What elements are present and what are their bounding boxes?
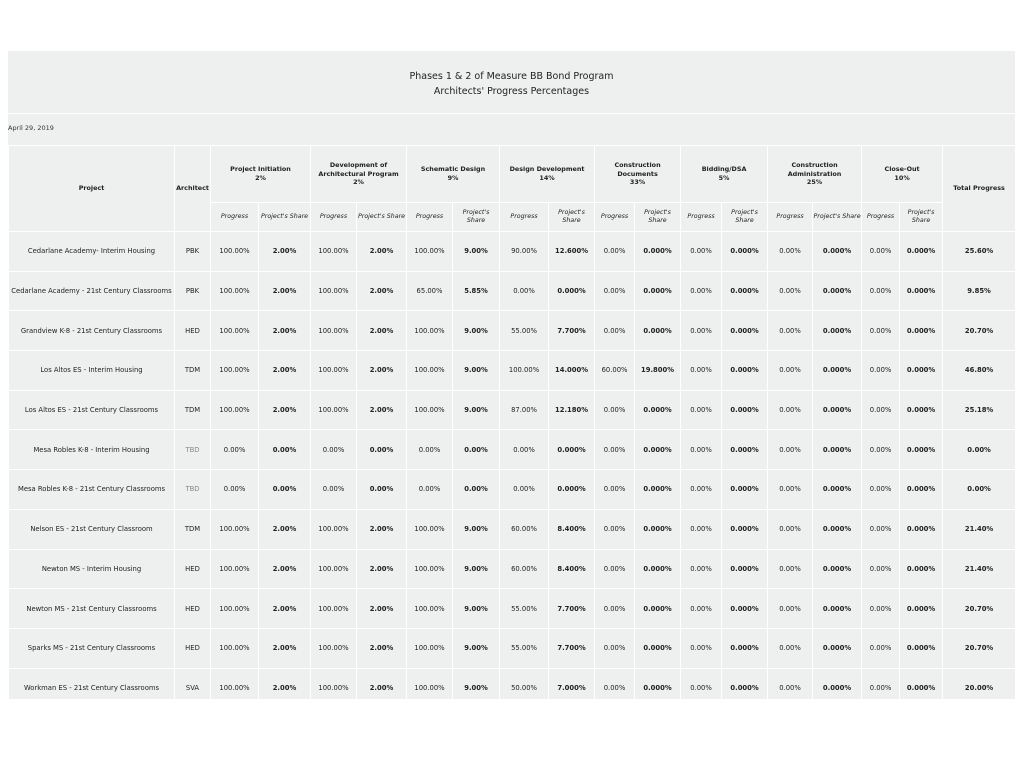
progress-cell: 100.00% bbox=[311, 232, 357, 272]
progress-cell: 0.00% bbox=[500, 470, 549, 510]
progress-cell: 0.00% bbox=[681, 430, 722, 470]
phase-weight: 2% bbox=[255, 174, 266, 182]
share-cell: 0.000% bbox=[722, 351, 768, 391]
share-cell: 0.000% bbox=[722, 430, 768, 470]
progress-cell: 100.00% bbox=[407, 628, 453, 668]
architect-code: SVA bbox=[175, 668, 211, 708]
architect-code: TDM bbox=[175, 351, 211, 391]
share-cell: 0.000% bbox=[813, 589, 862, 629]
share-cell: 0.000% bbox=[722, 668, 768, 708]
share-cell: 14.000% bbox=[549, 351, 595, 391]
progress-cell: 0.00% bbox=[311, 430, 357, 470]
progress-cell: 87.00% bbox=[500, 390, 549, 430]
total-progress-cell: 0.00% bbox=[943, 430, 1016, 470]
table-row bbox=[9, 351, 1016, 391]
progress-cell: 100.00% bbox=[311, 390, 357, 430]
progress-cell: 100.00% bbox=[407, 232, 453, 272]
share-cell: 0.000% bbox=[722, 509, 768, 549]
share-cell: 0.000% bbox=[549, 430, 595, 470]
progress-cell: 55.00% bbox=[500, 311, 549, 351]
project-name: Cedarlane Academy - 21st Century Classrooms bbox=[9, 271, 175, 311]
share-cell: 0.00% bbox=[259, 430, 311, 470]
share-cell: 2.00% bbox=[259, 628, 311, 668]
phase-weight: 10% bbox=[894, 174, 910, 182]
progress-cell: 0.00% bbox=[681, 589, 722, 629]
progress-cell: 55.00% bbox=[500, 589, 549, 629]
share-cell: 0.000% bbox=[635, 589, 681, 629]
progress-cell: 0.00% bbox=[768, 589, 813, 629]
progress-cell: 0.00% bbox=[862, 351, 900, 391]
share-cell: 9.00% bbox=[453, 509, 500, 549]
progress-cell: 0.00% bbox=[681, 311, 722, 351]
progress-cell: 100.00% bbox=[407, 509, 453, 549]
total-progress-cell: 25.60% bbox=[943, 232, 1016, 272]
share-cell: 8.400% bbox=[549, 509, 595, 549]
progress-cell: 0.00% bbox=[768, 668, 813, 708]
progress-cell: 0.00% bbox=[862, 509, 900, 549]
share-cell: 0.000% bbox=[813, 628, 862, 668]
progress-subheader: Progress bbox=[681, 203, 722, 232]
progress-cell: 0.00% bbox=[595, 430, 635, 470]
progress-cell: 0.00% bbox=[681, 390, 722, 430]
share-cell: 7.700% bbox=[549, 589, 595, 629]
share-cell: 0.000% bbox=[722, 589, 768, 629]
share-subheader: Project's Share bbox=[453, 203, 500, 232]
phase-header bbox=[311, 146, 407, 203]
progress-subheader: Progress bbox=[862, 203, 900, 232]
share-cell: 7.700% bbox=[549, 628, 595, 668]
total-progress-cell: 9.85% bbox=[943, 271, 1016, 311]
progress-cell: 0.00% bbox=[595, 549, 635, 589]
report-date: April 29, 2019 bbox=[8, 124, 54, 132]
progress-subheader: Progress bbox=[500, 203, 549, 232]
progress-cell: 0.00% bbox=[681, 509, 722, 549]
progress-cell: 0.00% bbox=[862, 430, 900, 470]
phase-header bbox=[768, 146, 862, 203]
share-cell: 7.000% bbox=[549, 668, 595, 708]
share-cell: 0.000% bbox=[813, 271, 862, 311]
phase-name: Project Initiation bbox=[230, 165, 291, 174]
report-header bbox=[8, 51, 1015, 114]
progress-cell: 0.00% bbox=[681, 232, 722, 272]
phase-weight: 9% bbox=[447, 174, 459, 182]
share-cell: 0.000% bbox=[813, 509, 862, 549]
progress-cell: 0.00% bbox=[768, 351, 813, 391]
progress-cell: 100.00% bbox=[407, 589, 453, 629]
phase-weight: 33% bbox=[629, 178, 646, 187]
phase-name: Development of Architectural Program bbox=[318, 161, 399, 178]
share-cell: 0.000% bbox=[722, 271, 768, 311]
architect-code: TBD bbox=[175, 430, 211, 470]
progress-cell: 0.00% bbox=[862, 470, 900, 510]
share-cell: 12.180% bbox=[549, 390, 595, 430]
progress-cell: 100.00% bbox=[407, 390, 453, 430]
share-cell: 0.000% bbox=[900, 430, 943, 470]
share-cell: 9.00% bbox=[453, 351, 500, 391]
share-cell: 19.800% bbox=[635, 351, 681, 391]
share-cell: 0.000% bbox=[635, 390, 681, 430]
share-cell: 2.00% bbox=[357, 628, 407, 668]
share-cell: 9.00% bbox=[453, 668, 500, 708]
phase-name: Schematic Design bbox=[420, 165, 486, 174]
progress-cell: 0.00% bbox=[681, 351, 722, 391]
progress-cell: 0.00% bbox=[862, 628, 900, 668]
progress-table bbox=[8, 145, 1016, 708]
progress-cell: 0.00% bbox=[768, 470, 813, 510]
share-cell: 2.00% bbox=[357, 390, 407, 430]
total-progress-cell: 21.40% bbox=[943, 509, 1016, 549]
progress-cell: 100.00% bbox=[407, 668, 453, 708]
share-cell: 2.00% bbox=[357, 509, 407, 549]
progress-cell: 0.00% bbox=[407, 430, 453, 470]
report-subtitle: Architects' Progress Percentages bbox=[433, 86, 590, 97]
progress-cell: 0.00% bbox=[595, 668, 635, 708]
share-cell: 2.00% bbox=[357, 668, 407, 708]
progress-cell: 0.00% bbox=[211, 470, 259, 510]
share-subheader: Project's Share bbox=[549, 203, 595, 232]
phase-weight: 25% bbox=[806, 178, 823, 187]
share-cell: 9.00% bbox=[453, 311, 500, 351]
table-row bbox=[9, 232, 1016, 272]
phase-header bbox=[500, 146, 595, 203]
share-cell: 0.000% bbox=[635, 549, 681, 589]
progress-cell: 0.00% bbox=[768, 628, 813, 668]
date-band bbox=[8, 115, 1015, 146]
share-cell: 0.000% bbox=[813, 549, 862, 589]
architect-col-header: Architect bbox=[175, 146, 211, 232]
progress-cell: 0.00% bbox=[862, 390, 900, 430]
share-cell: 0.000% bbox=[635, 271, 681, 311]
phase-weight: 2% bbox=[353, 178, 364, 187]
progress-subheader: Progress bbox=[311, 203, 357, 232]
progress-cell: 100.00% bbox=[311, 271, 357, 311]
progress-cell: 55.00% bbox=[500, 628, 549, 668]
phase-header bbox=[862, 146, 943, 203]
share-cell: 2.00% bbox=[357, 311, 407, 351]
architect-code: HED bbox=[175, 628, 211, 668]
progress-cell: 0.00% bbox=[311, 470, 357, 510]
progress-cell: 0.00% bbox=[681, 271, 722, 311]
progress-cell: 0.00% bbox=[768, 549, 813, 589]
progress-cell: 100.00% bbox=[211, 628, 259, 668]
progress-cell: 0.00% bbox=[595, 470, 635, 510]
share-cell: 0.000% bbox=[900, 470, 943, 510]
phase-name: Bidding/DSA bbox=[701, 165, 747, 174]
progress-cell: 0.00% bbox=[595, 390, 635, 430]
total-progress-cell: 20.70% bbox=[943, 311, 1016, 351]
progress-cell: 0.00% bbox=[768, 390, 813, 430]
phase-header bbox=[681, 146, 768, 203]
share-cell: 0.000% bbox=[635, 430, 681, 470]
share-subheader: Project's Share bbox=[635, 203, 681, 232]
progress-cell: 100.00% bbox=[311, 628, 357, 668]
progress-cell: 0.00% bbox=[681, 628, 722, 668]
share-cell: 12.600% bbox=[549, 232, 595, 272]
progress-cell: 100.00% bbox=[211, 509, 259, 549]
share-cell: 0.000% bbox=[900, 232, 943, 272]
share-cell: 0.000% bbox=[813, 232, 862, 272]
phase-name: Close-Out bbox=[884, 165, 920, 174]
share-cell: 0.000% bbox=[635, 668, 681, 708]
progress-cell: 100.00% bbox=[311, 549, 357, 589]
share-cell: 0.000% bbox=[722, 232, 768, 272]
share-cell: 2.00% bbox=[357, 232, 407, 272]
progress-cell: 0.00% bbox=[595, 589, 635, 629]
share-cell: 0.000% bbox=[722, 390, 768, 430]
total-progress-cell: 20.70% bbox=[943, 628, 1016, 668]
share-cell: 0.000% bbox=[900, 351, 943, 391]
share-cell: 0.000% bbox=[813, 390, 862, 430]
share-cell: 0.000% bbox=[813, 430, 862, 470]
progress-cell: 100.00% bbox=[211, 390, 259, 430]
share-cell: 9.00% bbox=[453, 589, 500, 629]
project-name: Nelson ES - 21st Century Classroom bbox=[9, 509, 175, 549]
progress-cell: 0.00% bbox=[862, 668, 900, 708]
progress-cell: 0.00% bbox=[595, 509, 635, 549]
total-progress-cell: 0.00% bbox=[943, 470, 1016, 510]
progress-cell: 0.00% bbox=[681, 668, 722, 708]
phase-weight: 14% bbox=[539, 174, 555, 182]
progress-cell: 100.00% bbox=[211, 589, 259, 629]
progress-cell: 0.00% bbox=[407, 470, 453, 510]
total-progress-cell: 46.80% bbox=[943, 351, 1016, 391]
share-cell: 0.00% bbox=[259, 470, 311, 510]
share-cell: 0.000% bbox=[813, 668, 862, 708]
phase-weight: 5% bbox=[718, 174, 730, 182]
project-name: Newton MS - Interim Housing bbox=[9, 549, 175, 589]
total-progress-cell: 25.18% bbox=[943, 390, 1016, 430]
share-cell: 0.000% bbox=[635, 232, 681, 272]
share-cell: 0.000% bbox=[900, 390, 943, 430]
progress-cell: 0.00% bbox=[862, 271, 900, 311]
table-row bbox=[9, 589, 1016, 629]
architect-code: TDM bbox=[175, 390, 211, 430]
total-progress-cell: 21.40% bbox=[943, 549, 1016, 589]
progress-cell: 100.00% bbox=[407, 311, 453, 351]
architect-code: HED bbox=[175, 589, 211, 629]
share-cell: 0.000% bbox=[549, 470, 595, 510]
phase-name: Construction Documents bbox=[614, 161, 661, 178]
share-cell: 0.000% bbox=[813, 470, 862, 510]
progress-cell: 100.00% bbox=[407, 549, 453, 589]
share-cell: 9.00% bbox=[453, 549, 500, 589]
progress-cell: 100.00% bbox=[211, 351, 259, 391]
share-cell: 0.000% bbox=[549, 271, 595, 311]
share-cell: 2.00% bbox=[259, 390, 311, 430]
share-cell: 0.000% bbox=[900, 668, 943, 708]
progress-cell: 60.00% bbox=[595, 351, 635, 391]
architect-code: HED bbox=[175, 549, 211, 589]
progress-cell: 60.00% bbox=[500, 509, 549, 549]
share-cell: 0.000% bbox=[900, 549, 943, 589]
share-cell: 0.00% bbox=[453, 430, 500, 470]
progress-cell: 100.00% bbox=[311, 589, 357, 629]
share-cell: 5.85% bbox=[453, 271, 500, 311]
progress-cell: 50.00% bbox=[500, 668, 549, 708]
share-cell: 0.000% bbox=[813, 311, 862, 351]
project-name: Newton MS - 21st Century Classrooms bbox=[9, 589, 175, 629]
progress-cell: 0.00% bbox=[211, 430, 259, 470]
progress-cell: 100.00% bbox=[311, 509, 357, 549]
phase-name: Design Development bbox=[509, 165, 585, 174]
project-col-header: Project bbox=[9, 146, 175, 232]
phase-header bbox=[407, 146, 500, 203]
share-cell: 0.000% bbox=[635, 470, 681, 510]
progress-cell: 100.00% bbox=[311, 668, 357, 708]
progress-cell: 0.00% bbox=[768, 509, 813, 549]
project-name: Mesa Robles K-8 - Interim Housing bbox=[9, 430, 175, 470]
progress-cell: 0.00% bbox=[768, 430, 813, 470]
share-cell: 9.00% bbox=[453, 232, 500, 272]
architect-code: TBD bbox=[175, 470, 211, 510]
table-row bbox=[9, 549, 1016, 589]
share-subheader: Project's Share bbox=[357, 203, 407, 232]
share-cell: 0.000% bbox=[722, 311, 768, 351]
total-col-header: Total Progress bbox=[943, 146, 1016, 232]
phase-header bbox=[595, 146, 681, 203]
progress-cell: 0.00% bbox=[500, 430, 549, 470]
progress-cell: 0.00% bbox=[681, 470, 722, 510]
share-cell: 0.000% bbox=[900, 311, 943, 351]
progress-cell: 100.00% bbox=[211, 271, 259, 311]
share-cell: 2.00% bbox=[357, 271, 407, 311]
share-cell: 2.00% bbox=[259, 509, 311, 549]
progress-cell: 0.00% bbox=[862, 589, 900, 629]
architect-code: PBK bbox=[175, 271, 211, 311]
progress-cell: 90.00% bbox=[500, 232, 549, 272]
share-cell: 0.000% bbox=[722, 628, 768, 668]
share-cell: 0.00% bbox=[357, 470, 407, 510]
progress-cell: 0.00% bbox=[768, 311, 813, 351]
progress-cell: 100.00% bbox=[211, 311, 259, 351]
progress-cell: 0.00% bbox=[595, 628, 635, 668]
share-cell: 0.000% bbox=[635, 628, 681, 668]
architect-code: PBK bbox=[175, 232, 211, 272]
project-name: Cedarlane Academy- Interim Housing bbox=[9, 232, 175, 272]
table-row bbox=[9, 271, 1016, 311]
progress-cell: 0.00% bbox=[862, 232, 900, 272]
project-name: Grandview K-8 - 21st Century Classrooms bbox=[9, 311, 175, 351]
project-name: Los Altos ES - 21st Century Classrooms bbox=[9, 390, 175, 430]
progress-cell: 0.00% bbox=[862, 311, 900, 351]
share-cell: 0.000% bbox=[900, 509, 943, 549]
table-row bbox=[9, 390, 1016, 430]
share-cell: 9.00% bbox=[453, 628, 500, 668]
share-cell: 2.00% bbox=[357, 351, 407, 391]
progress-cell: 100.00% bbox=[211, 549, 259, 589]
phase-header-row bbox=[9, 146, 1016, 203]
progress-subheader: Progress bbox=[211, 203, 259, 232]
share-cell: 0.000% bbox=[722, 549, 768, 589]
progress-cell: 0.00% bbox=[862, 549, 900, 589]
project-name: Workman ES - 21st Century Classrooms bbox=[9, 668, 175, 708]
progress-subheader: Progress bbox=[595, 203, 635, 232]
table-row bbox=[9, 470, 1016, 510]
progress-cell: 100.00% bbox=[500, 351, 549, 391]
share-cell: 2.00% bbox=[259, 311, 311, 351]
progress-cell: 100.00% bbox=[211, 668, 259, 708]
progress-cell: 65.00% bbox=[407, 271, 453, 311]
architect-code: HED bbox=[175, 311, 211, 351]
share-cell: 0.000% bbox=[813, 351, 862, 391]
table-row bbox=[9, 668, 1016, 708]
share-cell: 2.00% bbox=[259, 589, 311, 629]
progress-cell: 100.00% bbox=[211, 232, 259, 272]
share-cell: 0.000% bbox=[900, 271, 943, 311]
share-cell: 0.000% bbox=[635, 311, 681, 351]
share-cell: 2.00% bbox=[259, 232, 311, 272]
progress-cell: 0.00% bbox=[768, 271, 813, 311]
progress-subheader: Progress bbox=[768, 203, 813, 232]
share-subheader: Project's Share bbox=[259, 203, 311, 232]
progress-cell: 0.00% bbox=[768, 232, 813, 272]
share-subheader: Project's Share bbox=[900, 203, 943, 232]
progress-cell: 0.00% bbox=[681, 549, 722, 589]
share-cell: 2.00% bbox=[259, 351, 311, 391]
share-subheader: Project's Share bbox=[813, 203, 862, 232]
table-row bbox=[9, 509, 1016, 549]
project-name: Sparks MS - 21st Century Classrooms bbox=[9, 628, 175, 668]
architect-code: TDM bbox=[175, 509, 211, 549]
share-cell: 2.00% bbox=[259, 668, 311, 708]
progress-cell: 100.00% bbox=[311, 351, 357, 391]
report-sheet bbox=[8, 51, 1015, 699]
project-name: Mesa Robles K-8 - 21st Century Classrooms bbox=[9, 470, 175, 510]
share-subheader: Project's Share bbox=[722, 203, 768, 232]
share-cell: 0.000% bbox=[722, 470, 768, 510]
share-cell: 2.00% bbox=[259, 271, 311, 311]
report-title: Phases 1 & 2 of Measure BB Bond Program bbox=[409, 71, 614, 82]
share-cell: 2.00% bbox=[259, 549, 311, 589]
total-progress-cell: 20.70% bbox=[943, 589, 1016, 629]
progress-cell: 100.00% bbox=[407, 351, 453, 391]
share-cell: 2.00% bbox=[357, 589, 407, 629]
total-progress-cell: 20.00% bbox=[943, 668, 1016, 708]
progress-cell: 0.00% bbox=[595, 271, 635, 311]
progress-cell: 100.00% bbox=[311, 311, 357, 351]
progress-subheader: Progress bbox=[407, 203, 453, 232]
progress-cell: 0.00% bbox=[595, 232, 635, 272]
share-cell: 0.000% bbox=[635, 509, 681, 549]
progress-cell: 0.00% bbox=[500, 271, 549, 311]
share-cell: 2.00% bbox=[357, 549, 407, 589]
share-cell: 0.00% bbox=[357, 430, 407, 470]
phase-name: Construction Administration bbox=[787, 161, 842, 178]
share-cell: 7.700% bbox=[549, 311, 595, 351]
project-name: Los Altos ES - Interim Housing bbox=[9, 351, 175, 391]
progress-cell: 0.00% bbox=[595, 311, 635, 351]
share-cell: 8.400% bbox=[549, 549, 595, 589]
table-row bbox=[9, 311, 1016, 351]
table-row bbox=[9, 430, 1016, 470]
share-cell: 0.000% bbox=[900, 589, 943, 629]
share-cell: 0.000% bbox=[900, 628, 943, 668]
share-cell: 9.00% bbox=[453, 390, 500, 430]
table-row bbox=[9, 628, 1016, 668]
share-cell: 0.00% bbox=[453, 470, 500, 510]
phase-header bbox=[211, 146, 311, 203]
progress-cell: 60.00% bbox=[500, 549, 549, 589]
